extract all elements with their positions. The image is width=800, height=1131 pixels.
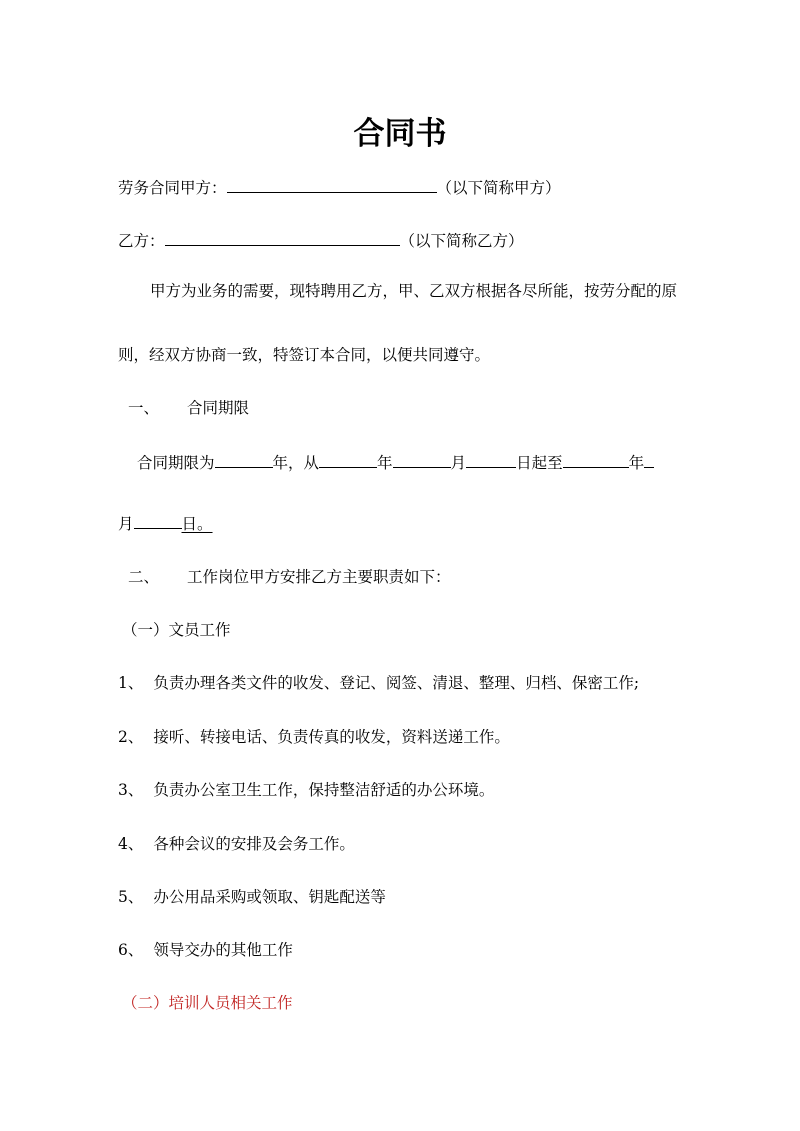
intro-line-1: 甲方为业务的需要，现特聘用乙方，甲、乙双方根据各尽所能，按劳分配的原 <box>150 282 678 300</box>
duty-item-2 <box>118 727 510 747</box>
duty-number: 2、 <box>118 728 144 746</box>
duty-number: 3、 <box>118 781 144 799</box>
term-text-end-day: 日。 <box>181 515 213 533</box>
duty-text: 领导交办的其他工作 <box>153 941 293 959</box>
term-text-end-year: 年 <box>628 454 645 472</box>
term-line-2 <box>118 512 213 534</box>
party-a-blank[interactable] <box>227 176 437 193</box>
duty-item-1 <box>118 673 639 693</box>
section-2-number: 二、 <box>128 568 160 586</box>
term-end-day-blank[interactable] <box>134 512 182 529</box>
duty-item-3 <box>118 780 494 800</box>
party-a-label: 劳务合同甲方： <box>118 179 227 197</box>
subsection-2-heading: （二）培训人员相关工作 <box>122 994 293 1012</box>
duty-text: 各种会议的安排及会务工作。 <box>153 835 355 853</box>
term-line-1 <box>137 451 654 473</box>
section-1-number: 一、 <box>128 399 160 417</box>
duty-item-6 <box>118 940 293 960</box>
duty-text: 负责办公室卫生工作，保持整洁舒适的办公环境。 <box>153 781 495 799</box>
term-start-month-blank[interactable] <box>393 451 451 468</box>
duty-number: 1、 <box>118 674 144 692</box>
duty-number: 4、 <box>118 835 144 853</box>
section-2-heading <box>128 567 451 587</box>
party-a-line <box>118 176 561 198</box>
section-1-heading <box>128 398 249 418</box>
section-1-title: 合同期限 <box>187 399 250 417</box>
duty-number: 6、 <box>118 941 144 959</box>
term-text-end-month: 月 <box>118 515 134 533</box>
term-text-month: 月 <box>450 454 467 472</box>
party-a-suffix: （以下简称甲方） <box>436 179 561 197</box>
duty-text: 办公用品采购或领取、钥匙配送等 <box>153 888 386 906</box>
intro-line-2: 则，经双方协商一致，特签订本合同，以便共同遵守。 <box>118 346 491 364</box>
party-b-line <box>118 229 524 251</box>
duty-text: 负责办理各类文件的收发、登记、阅签、清退、整理、归档、保密工作; <box>153 674 640 692</box>
duty-item-5 <box>118 887 386 907</box>
subsection-1-heading: （一）文员工作 <box>122 621 231 639</box>
party-b-suffix: （以下简称乙方） <box>399 232 524 250</box>
term-start-year-blank[interactable] <box>319 451 377 468</box>
term-end-year-blank[interactable] <box>563 451 629 468</box>
duty-item-4 <box>118 834 355 854</box>
duty-number: 5、 <box>118 888 144 906</box>
term-text-year: 年 <box>377 454 393 472</box>
term-text-until: 日起至 <box>516 454 563 472</box>
party-b-blank[interactable] <box>165 229 400 246</box>
section-2-title: 工作岗位甲方安排乙方主要职责如下： <box>187 568 451 586</box>
term-end-month-blank[interactable] <box>644 451 654 468</box>
duty-text: 接听、转接电话、负责传真的收发，资料送递工作。 <box>153 728 510 746</box>
party-b-label: 乙方： <box>118 232 165 250</box>
term-start-day-blank[interactable] <box>466 451 516 468</box>
term-text-period: 合同期限为 <box>137 454 215 472</box>
term-years-blank[interactable] <box>215 451 273 468</box>
term-text-from: 年，从 <box>272 454 320 472</box>
document-title: 合同书 <box>353 116 447 152</box>
